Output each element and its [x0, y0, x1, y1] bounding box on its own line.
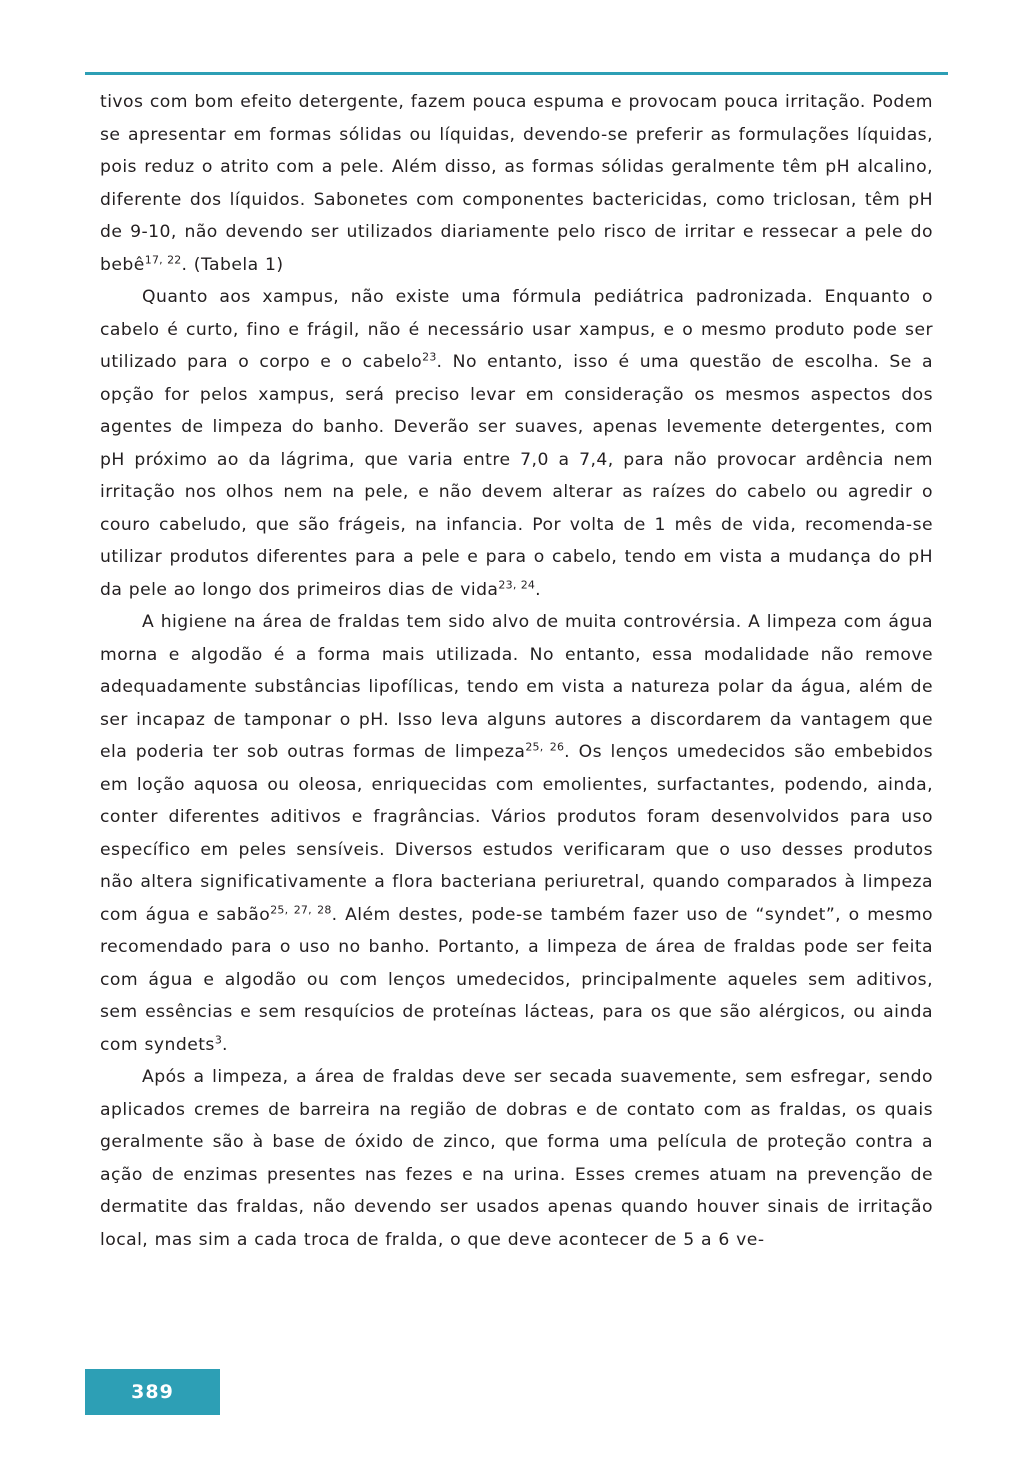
citation-superscript: 23	[422, 350, 437, 364]
page-number-label: 389	[131, 1381, 174, 1403]
paragraph: Quanto aos xampus, não existe uma fórmula pediátrica padronizada. Enquanto o cabelo é curto, fino e frágil, não é necessário usar xampus, e o mesmo produto pode ser utilizado para o corpo e o cabelo$^{23}$. No entanto, isso é uma questão de escolha. Se a opção for pelos xampus, será preciso levar em consideração os mesmos aspectos dos agentes de limpeza do banho. Deverão ser suaves, apenas levemente detergentes, com pH próximo ao da lágrima, que varia entre 7,0 a 7,4, para não provocar ardência nem irritação nos olhos nem na pele, e não devem alterar as raízes do cabelo ou agredir o couro cabeludo, que são frágeis, na infancia. Por volta de 1 mês de vida, recomenda-se utilizar produtos diferentes para a pele e para o cabelo, tendo em vista a mudança do pH da pele ao longo dos primeiros dias de vida$^{23, 24}$.	[100, 287, 933, 600]
paragraph: tivos com bom efeito detergente, fazem pouca espuma e provocam pouca irritação. Podem se apresentar em formas sólidas ou líquidas, devendo-se preferir as formulações líquidas, pois reduz o atrito com a pele. Além disso, as formas sólidas geralmente têm pH alcalino, diferente dos líquidos. Sabonetes com componentes bactericidas, como triclosan, têm pH de 9-10, não devendo ser utilizados diariamente pelo risco de irritar e ressecar a pele do bebê$^{17, 22}$. (Tabela 1)	[100, 92, 933, 275]
paragraph: Após a limpeza, a área de fraldas deve ser secada suavemente, sem esfregar, sendo aplicados cremes de barreira na região de dobras e de contato com as fraldas, os quais geralmente são à base de óxido de zinco, que forma uma película de proteção contra a ação de enzimas presentes nas fezes e na urina. Esses cremes atuam na prevenção de dermatite das fraldas, não devendo ser usados apenas quando houver sinais de irritação local, mas sim a cada troca de fralda, o que deve acontecer de 5 a 6 ve-	[100, 1067, 933, 1250]
page-number-badge	[85, 1369, 220, 1415]
citation-superscript: 25, 27, 28	[270, 902, 332, 916]
paragraph: A higiene na área de fraldas tem sido alvo de muita controvérsia. A limpeza com água morna e algodão é a forma mais utilizada. No entanto, essa modalidade não remove adequadamente substâncias lipofílicas, tendo em vista a natureza polar da água, além de ser incapaz de tamponar o pH. Isso leva alguns autores a discordarem da vantagem que ela poderia ter sob outras formas de limpeza$^{25, 26}$. Os lenços umedecidos são embebidos em loção aquosa ou oleosa, enriquecidas com emolientes, surfactantes, podendo, ainda, conter diferentes aditivos e fragrâncias. Vários produtos foram desenvolvidos para uso específico em peles sensíveis. Diversos estudos verificaram que o uso desses produtos não altera significativamente a flora bacteriana periuretral, quando comparados à limpeza com água e sabão$^{25, 27, 28}$. Além destes, pode-se também fazer uso de “syndet”, o mesmo recomendado para o uso no banho. Portanto, a limpeza de área de fraldas pode ser feita com água e algodão ou com lenços umedecidos, principalmente aqueles sem aditivos, sem essências e sem resquícios de proteínas lácteas, para os que são alérgicos, ou ainda com syndets$^3$.	[100, 612, 934, 1055]
body-text-column	[100, 86, 933, 1256]
citation-superscript: 3	[214, 1032, 223, 1046]
citation-superscript: 23, 24	[498, 577, 536, 591]
header-divider	[85, 72, 948, 75]
citation-superscript: 17, 22	[144, 252, 182, 266]
citation-superscript: 25, 26	[525, 740, 565, 754]
